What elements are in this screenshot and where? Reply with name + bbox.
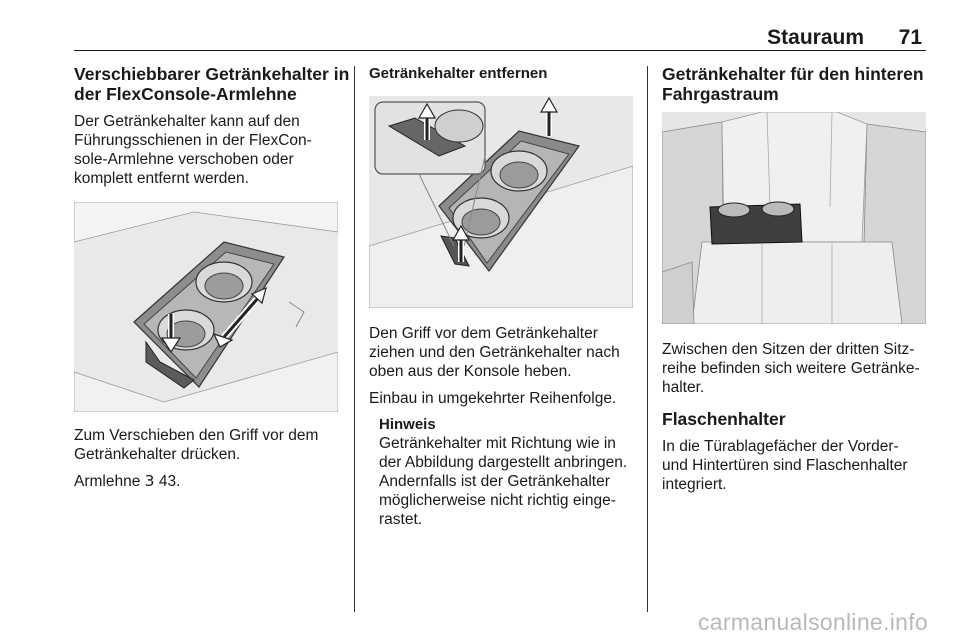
- install-instruction: Einbau in umgekehrter Reihenfolge.: [369, 390, 617, 407]
- column-rear-cupholder: [662, 64, 928, 502]
- cross-reference-icon: 3: [144, 472, 155, 490]
- page-header: [74, 28, 926, 51]
- page-number: 71: [898, 26, 922, 49]
- caption-slide: Zum Verschieben den Griff vor dem Getränkehalter drücken.: [74, 427, 319, 463]
- figure-sliding-cupholder: [74, 202, 338, 412]
- note-box: [379, 416, 633, 529]
- heading-rear-cupholder: Getränkehalter für den hinteren Fahrgastraum: [662, 64, 924, 104]
- note-text: Getränkehalter mit Richtung wie in der Abbildung dargestellt anbringen. Andernfalls ist der Getränkehalter möglicherweise nicht richtig einge- rastet.: [379, 435, 628, 528]
- column-divider-2: [647, 66, 648, 612]
- section-title: Stauraum: [767, 26, 864, 49]
- rear-cupholder-text: Zwischen den Sitzen der dritten Sitz- reihe befinden sich weitere Getränke- halter.: [662, 341, 920, 396]
- heading-sliding-cupholder: Verschiebbarer Getränkehalter in der FlexConsole-Armlehne: [74, 64, 350, 104]
- watermark: carmanualsonline.info: [697, 609, 928, 635]
- heading-bottle-holder: Flaschenhalter: [662, 409, 786, 429]
- note-title: Hinweis: [379, 416, 436, 433]
- column-divider-1: [354, 66, 355, 612]
- column-remove-cupholder: [369, 64, 633, 529]
- column-flexconsole: [74, 64, 350, 499]
- armrest-reference: Armlehne 3 43.: [74, 472, 181, 490]
- figure-rear-cupholder: [662, 112, 926, 324]
- remove-instruction: Den Griff vor dem Getränkehalter ziehen und den Getränkehalter nach oben aus der Konsole heben.: [369, 325, 620, 380]
- figure-remove-cupholder: [369, 96, 633, 308]
- intro-text: Der Getränkehalter kann auf den Führungsschienen in der FlexCon- sole-Armlehne verschoben oder komplett entfernt werden.: [74, 113, 312, 187]
- bottle-holder-text: In die Türablagefächer der Vorder- und Hintertüren sind Flaschenhalter integriert.: [662, 438, 908, 493]
- heading-remove-cupholder: Getränkehalter entfernen: [369, 65, 548, 82]
